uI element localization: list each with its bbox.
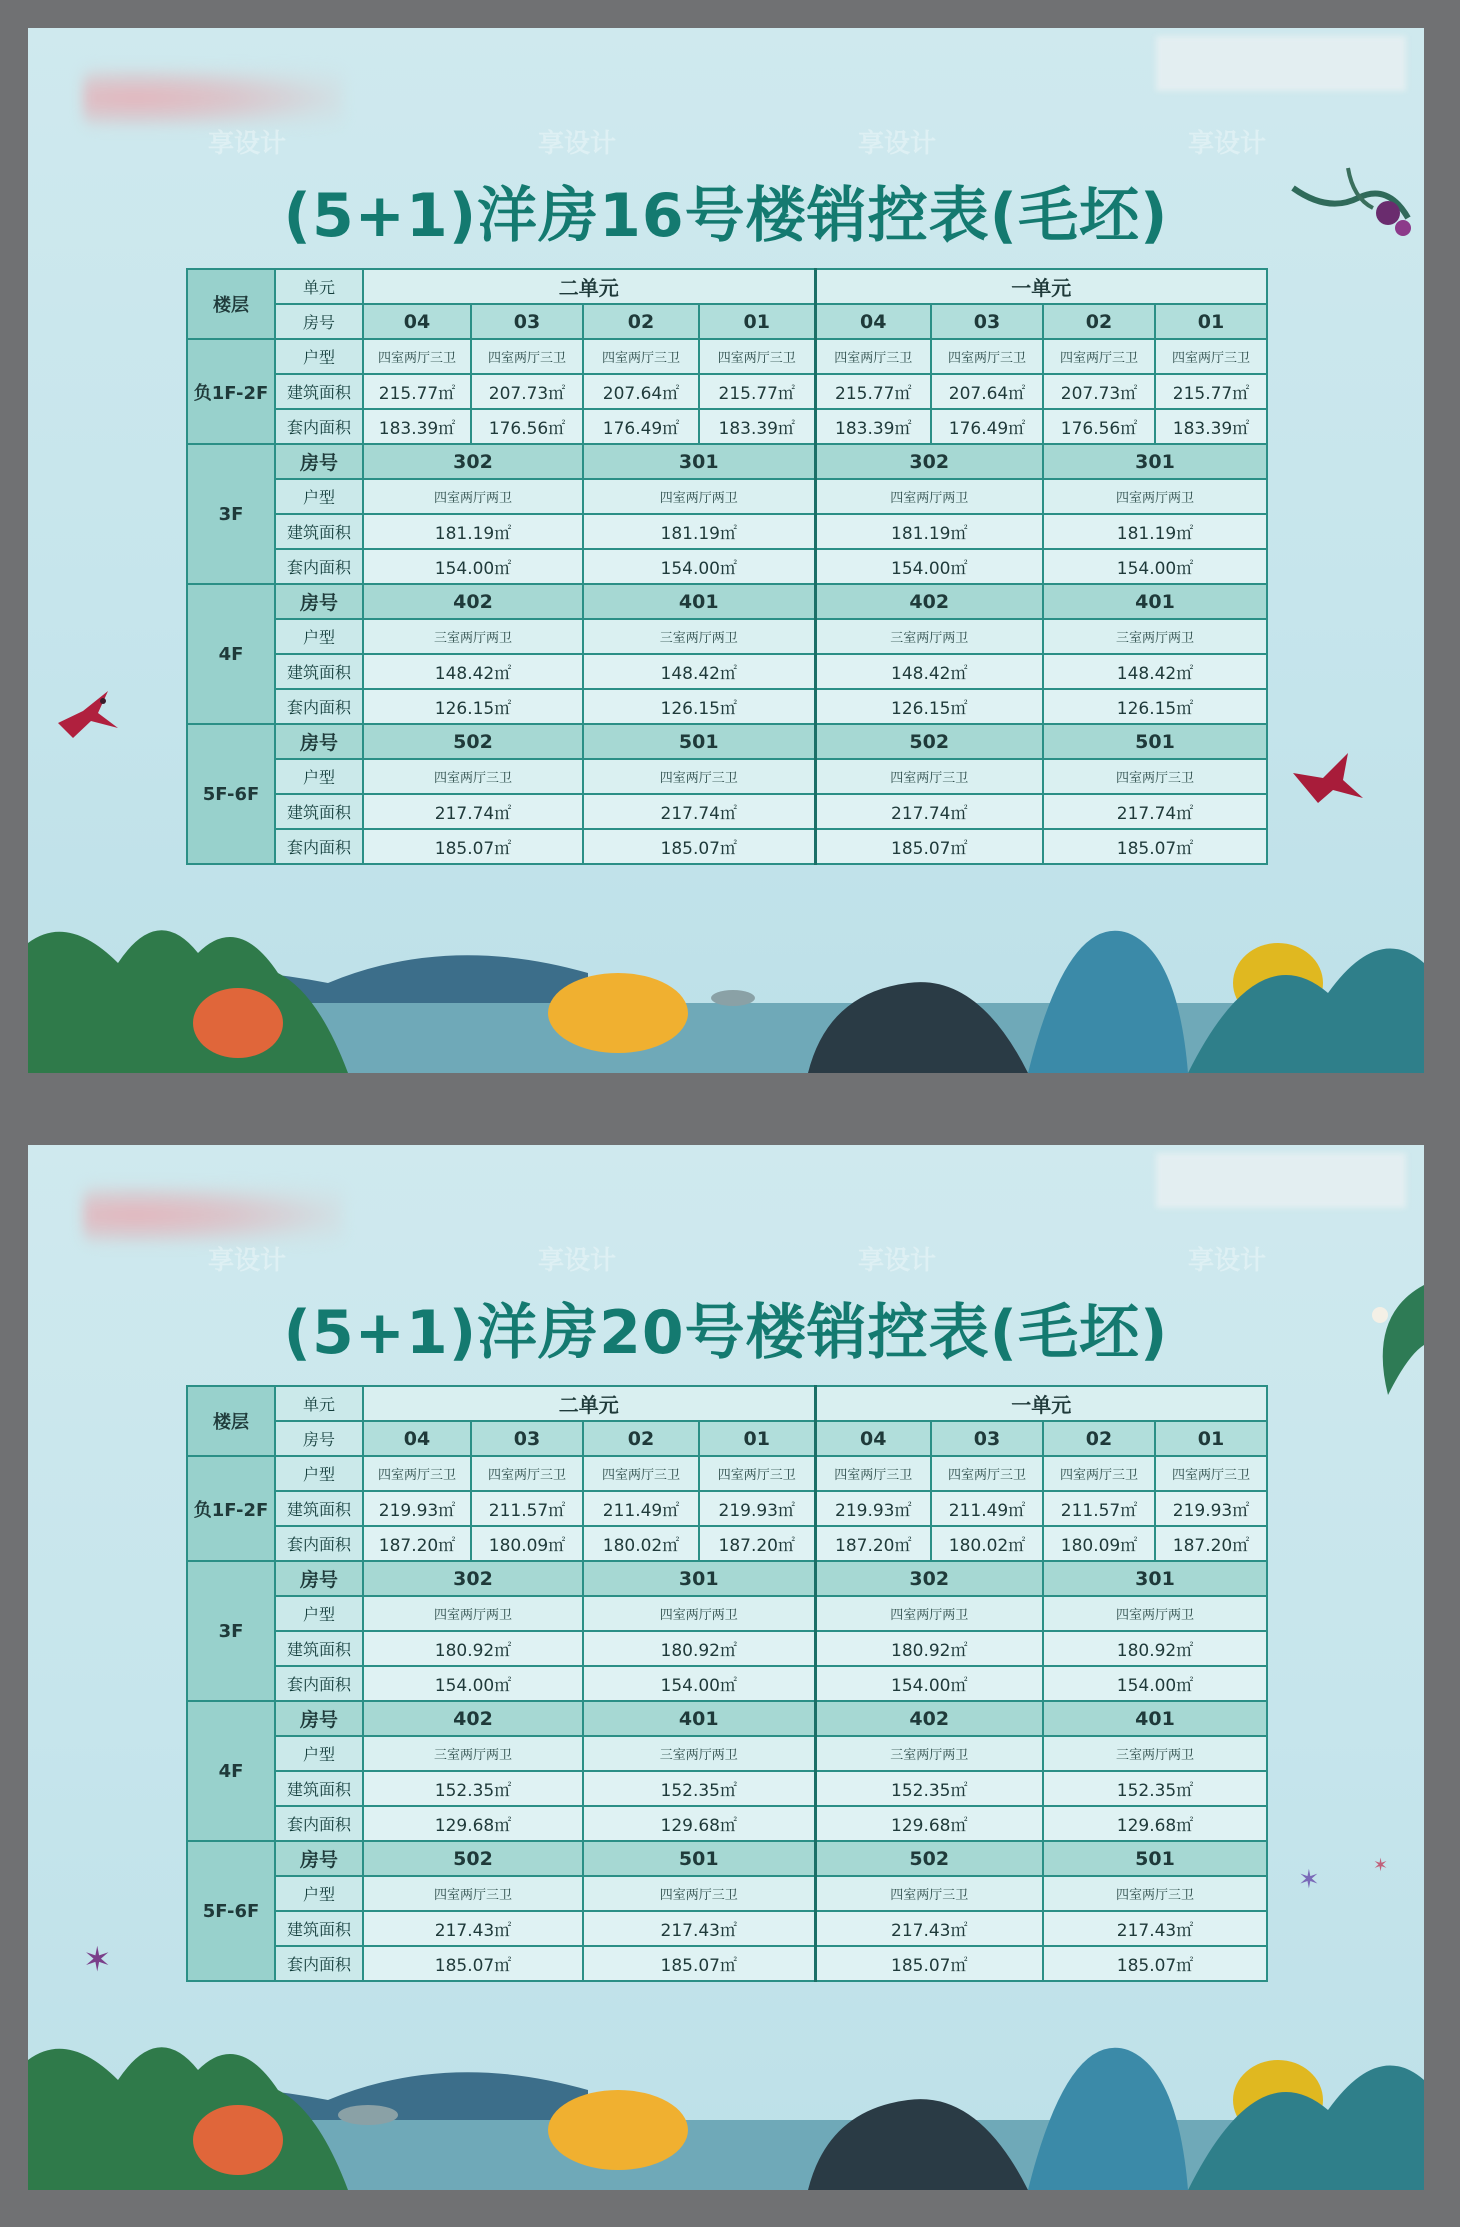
inner-area: 183.39㎡: [363, 409, 471, 444]
room-number: 402: [815, 1701, 1043, 1736]
room-number-header: 04: [363, 304, 471, 339]
unit-type: 四室两厅三卫: [931, 1456, 1043, 1491]
room-number-header: 03: [931, 1421, 1043, 1456]
table-row: [187, 1491, 1267, 1526]
room-header-label: 房号: [275, 1421, 363, 1456]
inner-area: 180.02㎡: [583, 1526, 699, 1561]
inner-area: 185.07㎡: [1043, 829, 1267, 864]
building-area: 211.57㎡: [471, 1491, 583, 1526]
table-row: [187, 1946, 1267, 1981]
building-area: 180.92㎡: [363, 1631, 583, 1666]
room-number-header: 02: [583, 1421, 699, 1456]
sales-board-16: [28, 28, 1424, 1073]
garden-scenery: [28, 1990, 1424, 2190]
watermark: 享设计: [538, 129, 617, 159]
unit-type: 四室两厅两卫: [815, 479, 1043, 514]
unit-type: 四室两厅三卫: [1043, 1456, 1155, 1491]
unit-type: 四室两厅三卫: [1043, 759, 1267, 794]
room-header-label: 房号: [275, 304, 363, 339]
table-row: [187, 1841, 1267, 1876]
table-row: [187, 269, 1267, 304]
table-row: [187, 619, 1267, 654]
building-area: 207.73㎡: [471, 374, 583, 409]
unit-type: 四室两厅三卫: [931, 339, 1043, 374]
branch-decoration-icon: [1288, 158, 1418, 278]
building-area: 148.42㎡: [1043, 654, 1267, 689]
unit-type: 三室两厅两卫: [363, 1736, 583, 1771]
floor-label: 4F: [187, 584, 275, 724]
inner-area: 185.07㎡: [363, 1946, 583, 1981]
building-area: 148.42㎡: [583, 654, 815, 689]
row-label: 户型: [275, 1876, 363, 1911]
room-number: 402: [363, 584, 583, 619]
building-area: 148.42㎡: [363, 654, 583, 689]
room-number: 302: [815, 1561, 1043, 1596]
table-row: [187, 409, 1267, 444]
inner-area: 154.00㎡: [815, 1666, 1043, 1701]
unit-type: 四室两厅三卫: [1155, 339, 1267, 374]
unit-type: 三室两厅两卫: [815, 619, 1043, 654]
unit-type: 四室两厅两卫: [363, 479, 583, 514]
row-label: 户型: [275, 1456, 363, 1491]
inner-area: 154.00㎡: [583, 549, 815, 584]
inner-area: 185.07㎡: [583, 1946, 815, 1981]
table-row: [187, 1736, 1267, 1771]
hummingbird-icon: [1288, 748, 1368, 808]
building-area: 219.93㎡: [815, 1491, 931, 1526]
floor-header: 楼层: [187, 1386, 275, 1456]
room-number-header: 04: [815, 1421, 931, 1456]
building-area: 215.77㎡: [1155, 374, 1267, 409]
inner-area: 154.00㎡: [1043, 549, 1267, 584]
inner-area: 154.00㎡: [363, 1666, 583, 1701]
building-area: 211.49㎡: [931, 1491, 1043, 1526]
room-number: 301: [1043, 1561, 1267, 1596]
inner-area: 154.00㎡: [1043, 1666, 1267, 1701]
unit-type: 四室两厅两卫: [1043, 479, 1267, 514]
building-area: 181.19㎡: [583, 514, 815, 549]
sales-control-table: [186, 268, 1268, 865]
building-area: 152.35㎡: [1043, 1771, 1267, 1806]
hummingbird-icon: [53, 683, 123, 743]
table-row: [187, 339, 1267, 374]
floor-label: 负1F-2F: [187, 339, 275, 444]
table-row: [187, 654, 1267, 689]
room-number: 302: [363, 1561, 583, 1596]
row-label: 建筑面积: [275, 514, 363, 549]
room-number: 301: [1043, 444, 1267, 479]
table-row: [187, 724, 1267, 759]
building-area: 215.77㎡: [363, 374, 471, 409]
inner-area: 187.20㎡: [1155, 1526, 1267, 1561]
row-label: 建筑面积: [275, 1491, 363, 1526]
page-title: (5+1)洋房20号楼销控表(毛坯): [283, 1298, 1169, 1368]
table-row: [187, 1771, 1267, 1806]
table-row: [187, 1421, 1267, 1456]
row-label: 房号: [275, 584, 363, 619]
floor-label: 5F-6F: [187, 1841, 275, 1981]
row-label: 户型: [275, 479, 363, 514]
table-row: [187, 689, 1267, 724]
table-row: [187, 514, 1267, 549]
room-number-header: 01: [699, 1421, 815, 1456]
building-area: 207.73㎡: [1043, 374, 1155, 409]
unit-type: 四室两厅三卫: [363, 339, 471, 374]
inner-area: 129.68㎡: [363, 1806, 583, 1841]
building-area: 207.64㎡: [583, 374, 699, 409]
unit-1-header: 一单元: [815, 269, 1267, 304]
unit-type: 四室两厅三卫: [363, 1456, 471, 1491]
building-area: 181.19㎡: [815, 514, 1043, 549]
building-area: 215.77㎡: [699, 374, 815, 409]
inner-area: 126.15㎡: [815, 689, 1043, 724]
garden-scenery: [28, 873, 1424, 1073]
unit-type: 四室两厅三卫: [699, 339, 815, 374]
table-row: [187, 1876, 1267, 1911]
room-number-header: 02: [1043, 1421, 1155, 1456]
row-label: 房号: [275, 1841, 363, 1876]
unit-type: 三室两厅两卫: [583, 619, 815, 654]
building-area: 181.19㎡: [363, 514, 583, 549]
room-number: 502: [363, 724, 583, 759]
table-row: [187, 759, 1267, 794]
room-number: 302: [363, 444, 583, 479]
building-area: 217.74㎡: [815, 794, 1043, 829]
inner-area: 187.20㎡: [815, 1526, 931, 1561]
building-area: 217.43㎡: [815, 1911, 1043, 1946]
row-label: 房号: [275, 1701, 363, 1736]
watermark: 享设计: [1188, 1246, 1267, 1276]
building-area: 180.92㎡: [815, 1631, 1043, 1666]
floor-label: 3F: [187, 444, 275, 584]
room-number: 502: [363, 1841, 583, 1876]
row-label: 建筑面积: [275, 1771, 363, 1806]
room-number-header: 02: [1043, 304, 1155, 339]
table-row: [187, 479, 1267, 514]
building-area: 152.35㎡: [815, 1771, 1043, 1806]
row-label: 建筑面积: [275, 654, 363, 689]
row-label: 房号: [275, 1561, 363, 1596]
watermark: 享设计: [858, 1246, 937, 1276]
blurred-logo: [83, 1185, 343, 1245]
unit-type: 四室两厅三卫: [815, 1456, 931, 1491]
row-label: 房号: [275, 724, 363, 759]
inner-area: 154.00㎡: [815, 549, 1043, 584]
room-number-header: 01: [699, 304, 815, 339]
building-area: 219.93㎡: [1155, 1491, 1267, 1526]
building-area: 217.74㎡: [363, 794, 583, 829]
room-number: 401: [1043, 584, 1267, 619]
room-number: 402: [363, 1701, 583, 1736]
inner-area: 185.07㎡: [1043, 1946, 1267, 1981]
sales-board-20: [28, 1145, 1424, 2190]
building-area: 152.35㎡: [363, 1771, 583, 1806]
room-number: 302: [815, 444, 1043, 479]
unit-type: 四室两厅三卫: [815, 1876, 1043, 1911]
table-row: [187, 829, 1267, 864]
unit-type: 四室两厅两卫: [1043, 1596, 1267, 1631]
room-number-header: 03: [931, 304, 1043, 339]
inner-area: 126.15㎡: [583, 689, 815, 724]
inner-area: 180.09㎡: [471, 1526, 583, 1561]
unit-type: 三室两厅两卫: [815, 1736, 1043, 1771]
inner-area: 185.07㎡: [583, 829, 815, 864]
room-number: 501: [1043, 724, 1267, 759]
room-number: 401: [1043, 1701, 1267, 1736]
row-label: 户型: [275, 759, 363, 794]
watermark: 享设计: [208, 129, 287, 159]
unit-header-label: 单元: [275, 269, 363, 304]
inner-area: 187.20㎡: [363, 1526, 471, 1561]
inner-area: 176.49㎡: [931, 409, 1043, 444]
inner-area: 126.15㎡: [1043, 689, 1267, 724]
unit-type: 四室两厅三卫: [1043, 1876, 1267, 1911]
floor-label: 4F: [187, 1701, 275, 1841]
building-area: 180.92㎡: [583, 1631, 815, 1666]
watermark: 享设计: [858, 129, 937, 159]
table-row: [187, 794, 1267, 829]
row-label: 户型: [275, 619, 363, 654]
room-number: 401: [583, 1701, 815, 1736]
unit-type: 四室两厅三卫: [815, 759, 1043, 794]
inner-area: 176.56㎡: [471, 409, 583, 444]
unit-header-label: 单元: [275, 1386, 363, 1421]
table-row: [187, 1561, 1267, 1596]
inner-area: 126.15㎡: [363, 689, 583, 724]
unit-type: 四室两厅两卫: [363, 1596, 583, 1631]
room-number-header: 02: [583, 304, 699, 339]
room-number-header: 01: [1155, 1421, 1267, 1456]
room-number: 301: [583, 1561, 815, 1596]
unit-type: 四室两厅三卫: [583, 759, 815, 794]
unit-type: 四室两厅三卫: [815, 339, 931, 374]
row-label: 建筑面积: [275, 794, 363, 829]
inner-area: 154.00㎡: [363, 549, 583, 584]
unit-type: 三室两厅两卫: [583, 1736, 815, 1771]
leaf-decoration-icon: [1358, 1275, 1424, 1475]
room-number: 501: [583, 1841, 815, 1876]
building-area: 219.93㎡: [363, 1491, 471, 1526]
unit-type: 四室两厅三卫: [471, 339, 583, 374]
table-row: [187, 549, 1267, 584]
unit-type: 四室两厅三卫: [1043, 339, 1155, 374]
row-label: 套内面积: [275, 829, 363, 864]
room-number: 502: [815, 724, 1043, 759]
row-label: 户型: [275, 1736, 363, 1771]
inner-area: 129.68㎡: [1043, 1806, 1267, 1841]
row-label: 建筑面积: [275, 1911, 363, 1946]
table-row: [187, 584, 1267, 619]
table-row: [187, 1666, 1267, 1701]
inner-area: 187.20㎡: [699, 1526, 815, 1561]
row-label: 套内面积: [275, 549, 363, 584]
row-label: 建筑面积: [275, 374, 363, 409]
blurred-corner-mark: [1156, 36, 1406, 91]
row-label: 套内面积: [275, 409, 363, 444]
room-number: 401: [583, 584, 815, 619]
building-area: 217.43㎡: [363, 1911, 583, 1946]
unit-type: 四室两厅两卫: [815, 1596, 1043, 1631]
table-row: [187, 1701, 1267, 1736]
building-area: 215.77㎡: [815, 374, 931, 409]
inner-area: 176.49㎡: [583, 409, 699, 444]
building-area: 152.35㎡: [583, 1771, 815, 1806]
unit-type: 四室两厅三卫: [583, 339, 699, 374]
building-area: 181.19㎡: [1043, 514, 1267, 549]
room-number: 402: [815, 584, 1043, 619]
unit-type: 四室两厅两卫: [583, 1596, 815, 1631]
inner-area: 183.39㎡: [815, 409, 931, 444]
inner-area: 183.39㎡: [1155, 409, 1267, 444]
inner-area: 185.07㎡: [815, 1946, 1043, 1981]
building-area: 148.42㎡: [815, 654, 1043, 689]
floor-header: 楼层: [187, 269, 275, 339]
building-area: 207.64㎡: [931, 374, 1043, 409]
row-label: 户型: [275, 339, 363, 374]
watermark: 享设计: [1188, 129, 1267, 159]
unit-type: 四室两厅三卫: [363, 759, 583, 794]
table-row: [187, 1631, 1267, 1666]
building-area: 211.57㎡: [1043, 1491, 1155, 1526]
unit-type: 四室两厅三卫: [699, 1456, 815, 1491]
inner-area: 180.02㎡: [931, 1526, 1043, 1561]
row-label: 建筑面积: [275, 1631, 363, 1666]
watermark: 享设计: [538, 1246, 617, 1276]
row-label: 房号: [275, 444, 363, 479]
room-number-header: 04: [363, 1421, 471, 1456]
unit-type: 四室两厅两卫: [583, 479, 815, 514]
room-number: 301: [583, 444, 815, 479]
butterfly-icon: ✶: [1373, 1855, 1389, 1876]
row-label: 套内面积: [275, 689, 363, 724]
building-area: 217.43㎡: [1043, 1911, 1267, 1946]
inner-area: 129.68㎡: [583, 1806, 815, 1841]
table-row: [187, 444, 1267, 479]
table-row: [187, 374, 1267, 409]
floor-label: 5F-6F: [187, 724, 275, 864]
table-row: [187, 1386, 1267, 1421]
table-row: [187, 1456, 1267, 1491]
table-row: [187, 1596, 1267, 1631]
table-row: [187, 1911, 1267, 1946]
building-area: 180.92㎡: [1043, 1631, 1267, 1666]
table-row: [187, 1806, 1267, 1841]
row-label: 套内面积: [275, 1526, 363, 1561]
row-label: 套内面积: [275, 1806, 363, 1841]
unit-type: 四室两厅三卫: [1155, 1456, 1267, 1491]
inner-area: 129.68㎡: [815, 1806, 1043, 1841]
unit-type: 三室两厅两卫: [1043, 1736, 1267, 1771]
page-title: (5+1)洋房16号楼销控表(毛坯): [283, 181, 1169, 251]
floor-label: 负1F-2F: [187, 1456, 275, 1561]
room-number: 501: [1043, 1841, 1267, 1876]
blurred-corner-mark: [1156, 1153, 1406, 1208]
inner-area: 183.39㎡: [699, 409, 815, 444]
unit-type: 四室两厅三卫: [471, 1456, 583, 1491]
building-area: 217.74㎡: [583, 794, 815, 829]
inner-area: 185.07㎡: [815, 829, 1043, 864]
floor-label: 3F: [187, 1561, 275, 1701]
table-row: [187, 1526, 1267, 1561]
unit-type: 四室两厅三卫: [583, 1456, 699, 1491]
sales-control-table: [186, 1385, 1268, 1982]
building-area: 211.49㎡: [583, 1491, 699, 1526]
unit-type: 四室两厅三卫: [363, 1876, 583, 1911]
unit-type: 三室两厅两卫: [363, 619, 583, 654]
room-number-header: 04: [815, 304, 931, 339]
building-area: 217.43㎡: [583, 1911, 815, 1946]
unit-2-header: 二单元: [363, 269, 815, 304]
row-label: 套内面积: [275, 1946, 363, 1981]
room-number-header: 03: [471, 304, 583, 339]
room-number: 502: [815, 1841, 1043, 1876]
inner-area: 154.00㎡: [583, 1666, 815, 1701]
butterfly-icon: ✶: [1298, 1865, 1320, 1895]
unit-type: 三室两厅两卫: [1043, 619, 1267, 654]
building-area: 217.74㎡: [1043, 794, 1267, 829]
unit-1-header: 一单元: [815, 1386, 1267, 1421]
inner-area: 185.07㎡: [363, 829, 583, 864]
room-number: 501: [583, 724, 815, 759]
watermark: 享设计: [208, 1246, 287, 1276]
room-number-header: 03: [471, 1421, 583, 1456]
butterfly-icon: ✶: [83, 1940, 112, 1980]
row-label: 户型: [275, 1596, 363, 1631]
room-number-header: 01: [1155, 304, 1267, 339]
inner-area: 180.09㎡: [1043, 1526, 1155, 1561]
inner-area: 176.56㎡: [1043, 409, 1155, 444]
building-area: 219.93㎡: [699, 1491, 815, 1526]
table-row: [187, 304, 1267, 339]
blurred-logo: [83, 68, 343, 128]
unit-2-header: 二单元: [363, 1386, 815, 1421]
unit-type: 四室两厅三卫: [583, 1876, 815, 1911]
row-label: 套内面积: [275, 1666, 363, 1701]
